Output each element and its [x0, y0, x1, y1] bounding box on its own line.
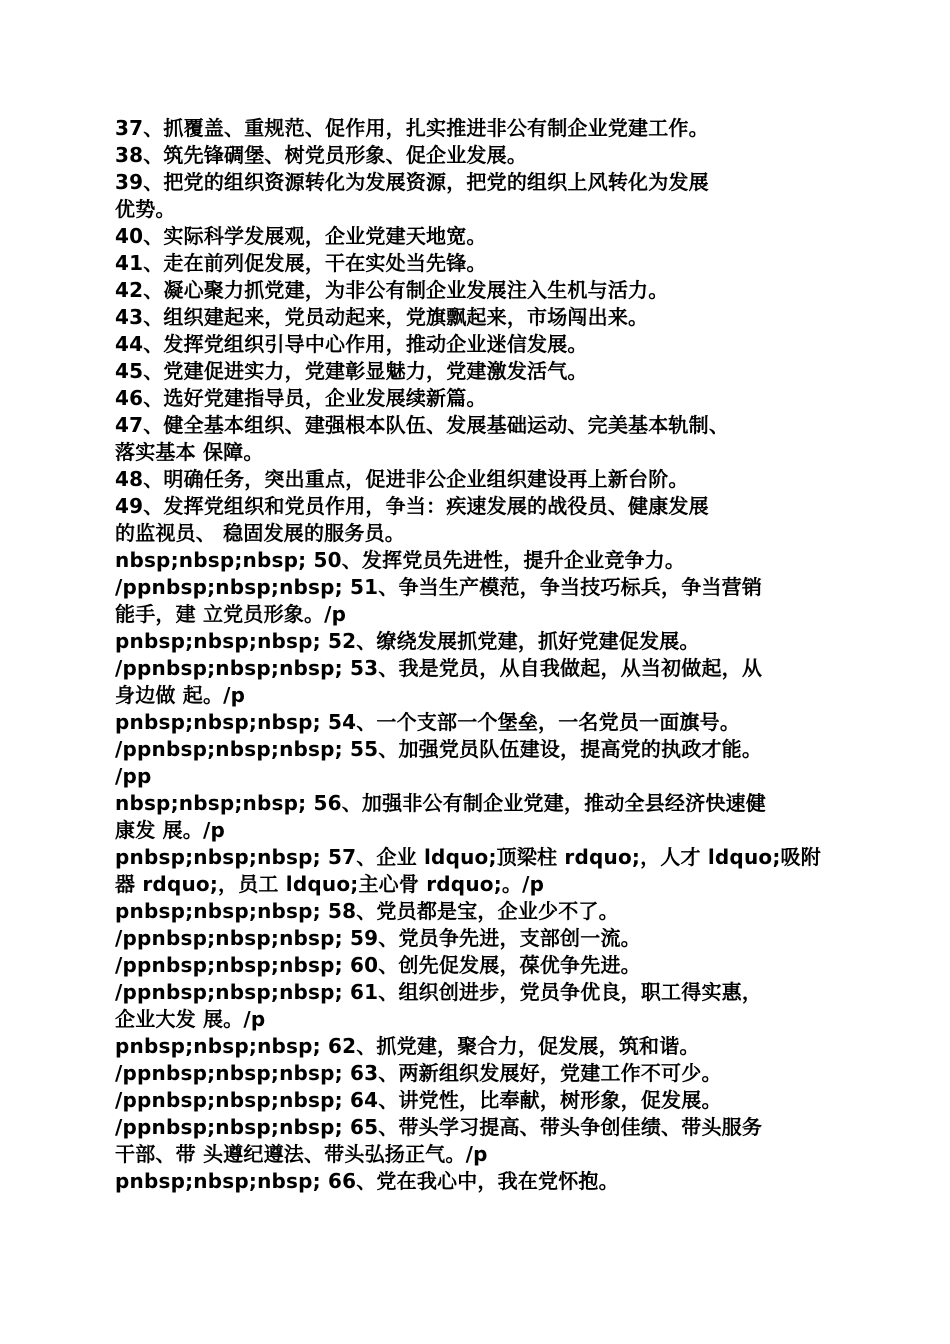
- text-line: 40、实际科学发展观，企业党建天地宽。: [115, 224, 487, 248]
- text-line: pnbsp;nbsp;nbsp; 58、党员都是宝，企业少不了。: [115, 899, 619, 923]
- text-line: /ppnbsp;nbsp;nbsp; 59、党员争先进，支部创一流。: [115, 926, 641, 950]
- text-line: 43、组织建起来，党员动起来，党旗飘起来，市场闯出来。: [115, 305, 649, 329]
- text-line: /ppnbsp;nbsp;nbsp; 53、我是党员，从自我做起，从当初做起，从: [115, 656, 763, 680]
- text-line: 37、抓覆盖、重规范、促作用，扎实推进非公有制企业党建工作。: [115, 116, 709, 140]
- text-line: 45、党建促进实力，党建彰显魅力，党建激发活气。: [115, 359, 588, 383]
- text-line: 康发 展。/p: [115, 818, 225, 842]
- text-line: 49、发挥党组织和党员作用，争当：疾速发展的战役员、健康发展: [115, 494, 709, 518]
- document-body: [115, 115, 835, 1195]
- text-line: pnbsp;nbsp;nbsp; 66、党在我心中，我在党怀抱。: [115, 1169, 619, 1193]
- text-line: /ppnbsp;nbsp;nbsp; 55、加强党员队伍建设，提高党的执政才能。: [115, 737, 763, 761]
- text-line: nbsp;nbsp;nbsp; 50、发挥党员先进性，提升企业竞争力。: [115, 548, 686, 572]
- text-line: /ppnbsp;nbsp;nbsp; 64、讲党性，比奉献，树形象，促发展。: [115, 1088, 722, 1112]
- text-line: 落实基本 保障。: [115, 440, 264, 464]
- text-line: 身边做 起。/p: [115, 683, 246, 707]
- text-line: pnbsp;nbsp;nbsp; 52、缭绕发展抓党建，抓好党建促发展。: [115, 629, 700, 653]
- text-line: pnbsp;nbsp;nbsp; 54、一个支部一个堡垒，一名党员一面旗号。: [115, 710, 741, 734]
- text-line: 能手，建 立党员形象。/p: [115, 602, 347, 626]
- text-line: 优势。: [115, 197, 176, 221]
- text-line: pnbsp;nbsp;nbsp; 57、企业 ldquo;顶梁柱 rdquo;，人才 ldquo;吸附: [115, 845, 821, 869]
- text-line: 39、把党的组织资源转化为发展资源，把党的组织上风转化为发展: [115, 170, 709, 194]
- text-line: /ppnbsp;nbsp;nbsp; 51、争当生产模范，争当技巧标兵，争当营销: [115, 575, 763, 599]
- text-line: 44、发挥党组织引导中心作用，推动企业迷信发展。: [115, 332, 588, 356]
- text-line: /pp: [115, 764, 152, 788]
- text-line: 的监视员、 稳固发展的服务员。: [115, 521, 405, 545]
- text-line: /ppnbsp;nbsp;nbsp; 61、组织创进步，党员争优良，职工得实惠，: [115, 980, 763, 1004]
- text-line: 48、明确任务，突出重点，促进非公企业组织建设再上新台阶。: [115, 467, 689, 491]
- text-line: nbsp;nbsp;nbsp; 56、加强非公有制企业党建，推动全县经济快速健: [115, 791, 766, 815]
- text-line: /ppnbsp;nbsp;nbsp; 65、带头学习提高、带头争创佳绩、带头服务: [115, 1115, 763, 1139]
- text-line: 42、凝心聚力抓党建，为非公有制企业发展注入生机与活力。: [115, 278, 669, 302]
- text-line: 46、选好党建指导员，企业发展续新篇。: [115, 386, 487, 410]
- text-line: 器 rdquo;，员工 ldquo;主心骨 rdquo;。/p: [115, 872, 545, 896]
- text-line: pnbsp;nbsp;nbsp; 62、抓党建，聚合力，促发展，筑和谐。: [115, 1034, 700, 1058]
- text-line: 企业大发 展。/p: [115, 1007, 266, 1031]
- text-line: /ppnbsp;nbsp;nbsp; 63、两新组织发展好，党建工作不可少。: [115, 1061, 722, 1085]
- text-line: 干部、带 头遵纪遵法、带头弘扬正气。/p: [115, 1142, 488, 1166]
- text-line: 41、走在前列促发展，干在实处当先锋。: [115, 251, 487, 275]
- text-line: 47、健全基本组织、建强根本队伍、发展基础运动、完美基本轨制、: [115, 413, 730, 437]
- text-line: /ppnbsp;nbsp;nbsp; 60、创先促发展，葆优争先进。: [115, 953, 641, 977]
- text-line: 38、筑先锋碉堡、树党员形象、促企业发展。: [115, 143, 528, 167]
